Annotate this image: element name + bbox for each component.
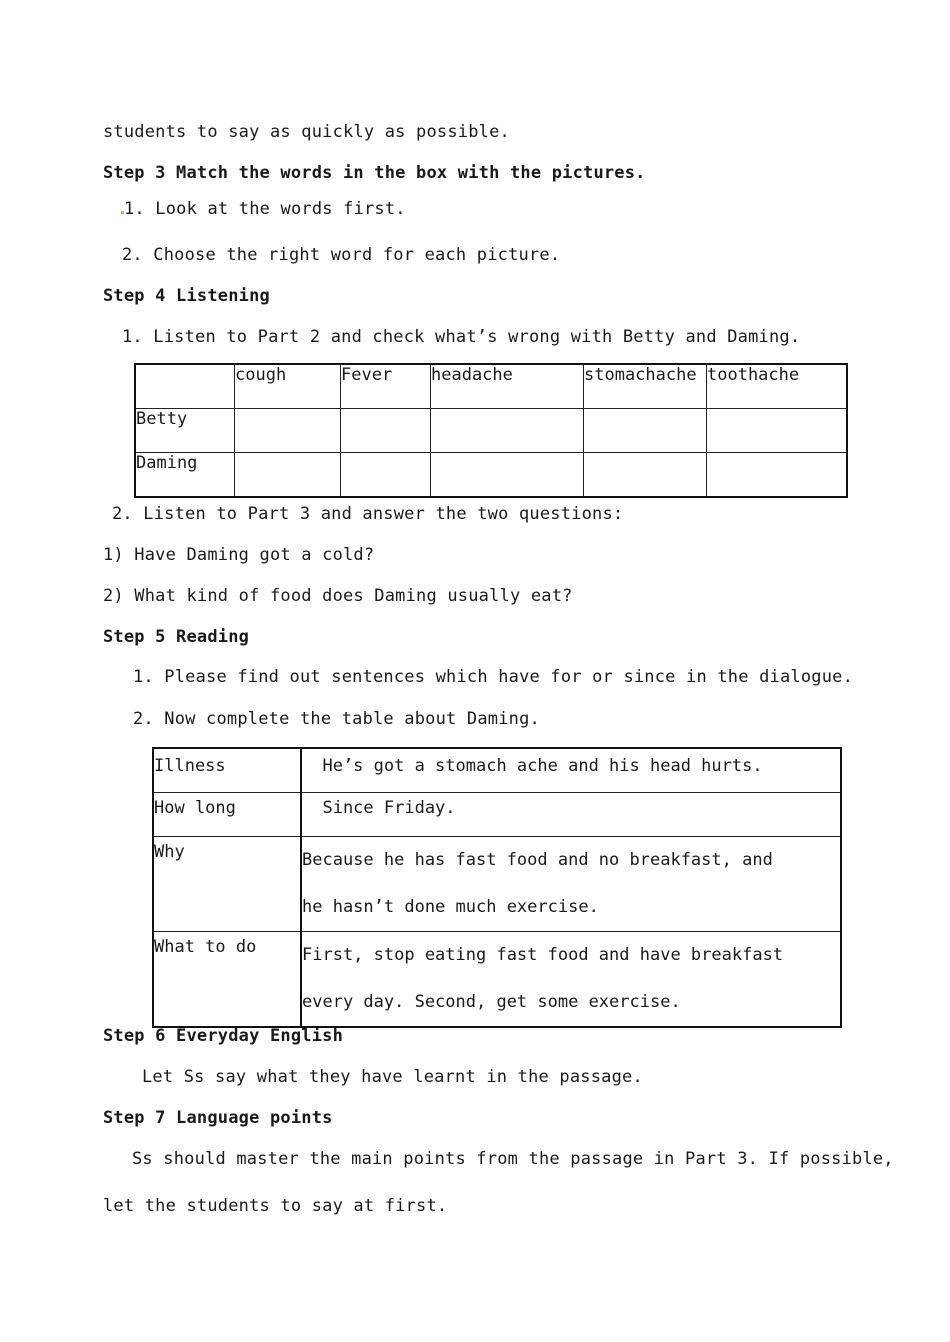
table-header-cell: Fever xyxy=(341,364,431,409)
table-row xyxy=(135,453,847,498)
step7-text-1: Ss should master the main points from the passage in Part 3. If possible, xyxy=(132,1149,894,1169)
daming-table xyxy=(152,747,842,1028)
table-header-cell xyxy=(135,364,235,409)
table-row xyxy=(135,409,847,453)
table-cell xyxy=(235,453,341,498)
table-cell-name: Betty xyxy=(135,409,235,453)
table-row xyxy=(135,364,847,409)
intro-line: students to say as quickly as possible. xyxy=(103,122,510,142)
step5-item-1: 1. Please find out sentences which have for or since in the dialogue. xyxy=(133,667,854,687)
step5-item-2: 2. Now complete the table about Daming. xyxy=(133,709,540,729)
step3-item-2: 2. Choose the right word for each picture. xyxy=(122,245,561,265)
step4-item-1: 1. Listen to Part 2 and check what’s wrong with Betty and Daming. xyxy=(122,327,801,347)
step6-text: Let Ss say what they have learnt in the passage. xyxy=(142,1067,643,1087)
question-1: 1) Have Daming got a cold? xyxy=(103,545,375,565)
step6-heading: Step 6 Everyday English xyxy=(103,1026,344,1046)
step3-item-1: 1. Look at the words first. xyxy=(121,199,406,219)
table-cell-name: Daming xyxy=(135,453,235,498)
table-row xyxy=(153,931,841,1027)
step4-heading: Step 4 Listening xyxy=(103,286,270,306)
table-cell xyxy=(707,453,848,498)
row-value: Because he has fast food and no breakfast, and he hasn’t done much exercise. xyxy=(301,836,841,931)
table-row xyxy=(153,792,841,836)
step5-heading: Step 5 Reading xyxy=(103,627,250,647)
step3-heading: Step 3 Match the words in the box with the pictures. xyxy=(103,163,646,183)
table-cell xyxy=(341,453,431,498)
row-label: Illness xyxy=(153,748,301,792)
table-cell xyxy=(341,409,431,453)
table-cell xyxy=(584,409,707,453)
table-header-cell: toothache xyxy=(707,364,848,409)
step7-text-2: let the students to say at first. xyxy=(103,1196,448,1216)
row-value: First, stop eating fast food and have breakfast every day. Second, get some exercise. xyxy=(301,931,841,1027)
row-label: How long xyxy=(153,792,301,836)
table-cell xyxy=(235,409,341,453)
table-row xyxy=(153,836,841,931)
row-value: He’s got a stomach ache and his head hurts. xyxy=(301,748,841,792)
row-label: What to do xyxy=(153,931,301,1027)
table-row xyxy=(153,748,841,792)
table-cell xyxy=(584,453,707,498)
question-2: 2) What kind of food does Daming usually eat? xyxy=(103,586,573,606)
table-cell xyxy=(707,409,848,453)
table-header-cell: headache xyxy=(431,364,584,409)
row-label: Why xyxy=(153,836,301,931)
symptom-table xyxy=(134,363,848,498)
step4-item-2: 2. Listen to Part 3 and answer the two questions: xyxy=(112,504,624,524)
row-value: Since Friday. xyxy=(301,792,841,836)
table-cell xyxy=(431,409,584,453)
table-header-cell: cough xyxy=(235,364,341,409)
step7-heading: Step 7 Language points xyxy=(103,1108,333,1128)
table-header-cell: stomachache xyxy=(584,364,707,409)
table-cell xyxy=(431,453,584,498)
